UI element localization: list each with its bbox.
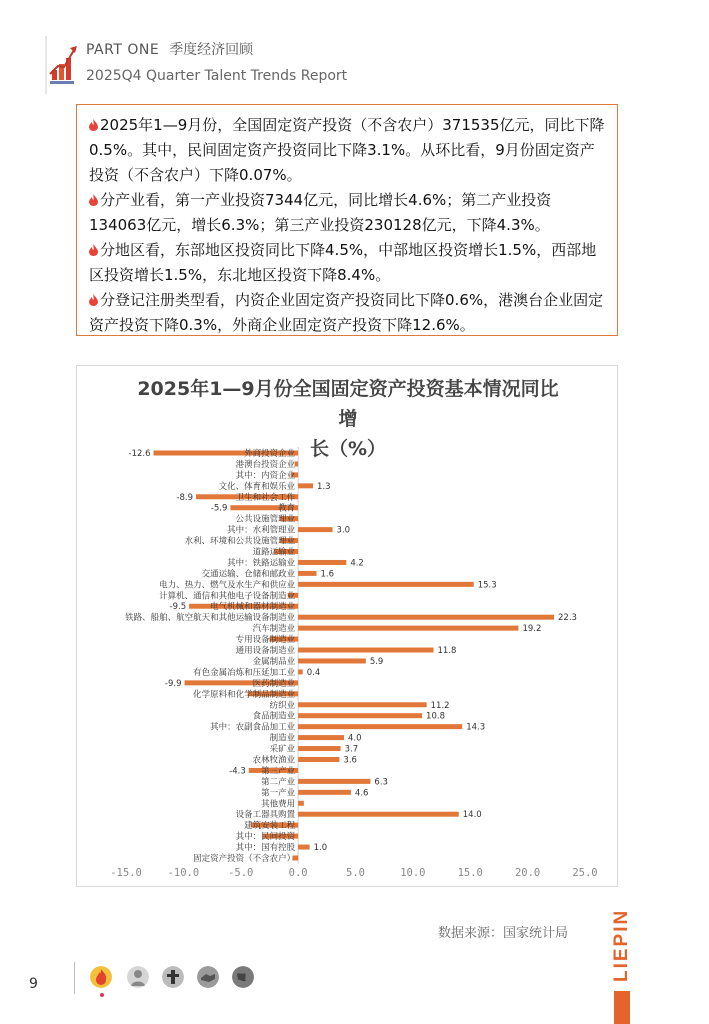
category-label: 采矿业: [269, 744, 296, 755]
summary-paragraph: [89, 288, 607, 338]
category-label: 固定资产投资（不含农户）: [193, 854, 296, 864]
x-tick-label: -5.0: [228, 867, 254, 879]
data-label: 4.0: [348, 733, 362, 744]
header-part-line: [86, 39, 253, 59]
data-label: -9.9: [164, 678, 182, 689]
chart-title-line-1: 2025年1—9月份全国固定资产投资基本情况同比增: [137, 378, 559, 430]
data-label: 11.2: [430, 700, 450, 711]
summary-text-1: 2025年1—9月份，全国固定资产投资（不含农户）371535亿元，同比下降0.5%。其中，民间固定资产投资同比下降3.1%。从环比看，9月份固定资产投资（不含农户）下降0.07%。: [89, 116, 605, 184]
growth-chart-logo-icon: [44, 36, 80, 94]
category-label: 其中：民间投资: [235, 832, 296, 843]
data-label: 22.3: [558, 613, 577, 624]
category-label: 交通运输、仓储和邮政业: [201, 569, 296, 580]
x-tick-label: 5.0: [346, 867, 365, 879]
category-label: 文化、体育和娱乐业: [218, 481, 296, 492]
page-number: 9: [29, 976, 38, 992]
bar: [298, 527, 332, 532]
globe-icon[interactable]: [232, 966, 254, 988]
x-tick-label: 15.0: [457, 867, 483, 879]
data-label: 11.8: [437, 646, 457, 657]
data-label: 14.0: [462, 810, 482, 821]
category-label: 农林牧渔业: [252, 755, 296, 766]
data-label: -9.5: [169, 602, 187, 613]
bar: [298, 702, 427, 707]
data-label: 14.3: [466, 722, 486, 733]
investment-growth-chart: [76, 365, 618, 887]
footer-divider: [74, 962, 75, 994]
person-icon[interactable]: [127, 966, 149, 988]
category-label: 食品制造业: [252, 711, 296, 722]
data-label: 4.6: [354, 788, 369, 799]
category-label: 设备工器具购置: [235, 810, 296, 821]
summary-box: [76, 104, 618, 336]
category-label: 计算机、通信和其他电子设备制造业: [159, 591, 296, 602]
category-label: 铁路、船舶、航空航天和其他运输设备制造业: [125, 613, 296, 624]
data-label: -8.9: [176, 492, 193, 503]
bar: [298, 790, 351, 795]
data-label: 3.0: [336, 525, 351, 536]
handshake-icon[interactable]: [197, 966, 219, 988]
bar: [298, 713, 422, 718]
bar: [298, 571, 316, 576]
data-label: 1.6: [320, 569, 335, 580]
category-label: 第一产业: [261, 788, 296, 799]
bar: [295, 461, 298, 466]
category-label: 汽车制造业: [252, 624, 296, 635]
data-label: 6.3: [374, 777, 388, 788]
category-label: 专用设备制造业: [235, 635, 296, 646]
bar: [298, 626, 518, 631]
category-label: 金属制品业: [252, 656, 296, 667]
category-label: 卫生和社会工作: [235, 492, 296, 503]
active-page-dot: [100, 993, 104, 997]
brand-strip: [611, 905, 633, 1024]
bar: [298, 735, 344, 740]
category-label: 其中：铁路运输业: [227, 558, 296, 569]
report-header: [44, 36, 404, 94]
part-label: PART ONE: [86, 42, 160, 58]
section-label: 季度经济回顾: [169, 42, 254, 58]
summary-paragraph: [89, 113, 607, 188]
flame-bullet-icon: [89, 194, 98, 206]
x-tick-label: 20.0: [514, 867, 541, 879]
category-label: 公共设施管理业: [235, 514, 296, 525]
data-label: -5.9: [210, 503, 228, 514]
flame-bullet-icon: [89, 119, 98, 131]
category-label: 纺织业: [269, 700, 296, 711]
data-label: 3.6: [343, 755, 357, 766]
category-label: 第二产业: [261, 777, 296, 788]
category-label: 制造业: [269, 733, 296, 744]
bar: [298, 648, 433, 653]
flame-bullet-icon: [89, 244, 98, 256]
bar: [298, 845, 309, 850]
bar: [298, 724, 462, 729]
brand-bar: [614, 991, 630, 1024]
category-label: 道路运输业: [252, 547, 296, 558]
data-label: 3.7: [344, 744, 359, 755]
category-label: 教育: [278, 503, 296, 514]
x-tick-label: 10.0: [400, 867, 426, 879]
category-label: 水利、环境和公共设施管理业: [184, 536, 296, 547]
x-tick-label: -10.0: [167, 867, 200, 879]
report-title: 2025Q4 Quarter Talent Trends Report: [86, 68, 348, 84]
summary-text-2: 分产业看，第一产业投资7344亿元，同比增长4.6%；第二产业投资134063亿元，增长6.3%；第三产业投资230128亿元，下降4.3%。: [89, 191, 552, 234]
summary-paragraph: [89, 188, 607, 238]
figure-icon[interactable]: [162, 966, 184, 988]
category-label: 其中：水利管理业: [227, 525, 296, 536]
data-label: 0.4: [306, 667, 321, 678]
bar: [298, 779, 370, 784]
category-label: 其中：国有控股: [235, 843, 296, 854]
data-label: 15.3: [477, 580, 497, 591]
fire-icon[interactable]: [90, 966, 112, 988]
summary-text-4: 分登记注册类型看，内资企业固定资产投资同比下降0.6%，港澳台企业固定资产投资下降0.3%，外商企业固定资产投资下降12.6%。: [89, 291, 604, 334]
category-label: 外商投资企业: [244, 449, 296, 459]
bar: [298, 560, 346, 565]
bar: [298, 801, 304, 806]
bar: [298, 669, 303, 674]
data-label: 19.2: [522, 624, 542, 635]
bar: [298, 746, 340, 751]
x-tick-label: -15.0: [110, 867, 142, 879]
category-label: 第三产业: [261, 766, 296, 777]
data-label: 1.0: [313, 843, 328, 854]
summary-text-3: 分地区看，东部地区投资同比下降4.5%，中部地区投资增长1.5%，西部地区投资增长1.5%，东北地区投资下降8.4%。: [89, 241, 597, 284]
data-label: 5.9: [369, 656, 384, 667]
data-label: -12.6: [128, 449, 151, 459]
bar: [298, 658, 366, 663]
data-label: 10.8: [426, 711, 445, 722]
category-label: 其中：农副食品加工业: [210, 722, 296, 733]
category-label: 其他费用: [261, 799, 296, 810]
bar: [298, 615, 554, 620]
flame-bullet-icon: [89, 294, 98, 306]
data-label: -4.3: [229, 766, 246, 777]
category-label: 化学原料和化学制品制造业: [193, 689, 296, 700]
category-label: 通用设备制造业: [235, 646, 296, 657]
chart-title-line-2: 长（%）: [309, 438, 387, 460]
category-label: 其中：内资企业: [235, 470, 296, 481]
category-label: 港澳台投资企业: [235, 459, 296, 470]
data-source: 数据来源：国家统计局: [438, 926, 569, 941]
category-label: 有色金属冶炼和压延加工业: [193, 667, 296, 678]
category-label: 医药制造业: [252, 678, 296, 689]
category-label: 建筑安装工程: [244, 821, 296, 832]
data-label: 4.2: [350, 558, 364, 569]
bar: [298, 582, 474, 587]
brand-name: LIEPIN: [611, 908, 632, 982]
summary-paragraph: [89, 238, 607, 288]
category-label: 电力、热力、燃气及水生产和供应业: [159, 580, 296, 591]
x-tick-label: 25.0: [572, 867, 598, 879]
chart-plot: [77, 366, 619, 888]
bar: [298, 812, 459, 817]
data-label: 1.3: [317, 481, 331, 492]
bar: [298, 757, 339, 762]
x-tick-label: 0.0: [288, 867, 308, 879]
category-label: 电气机械和器材制造业: [210, 602, 296, 613]
bar: [298, 483, 313, 488]
